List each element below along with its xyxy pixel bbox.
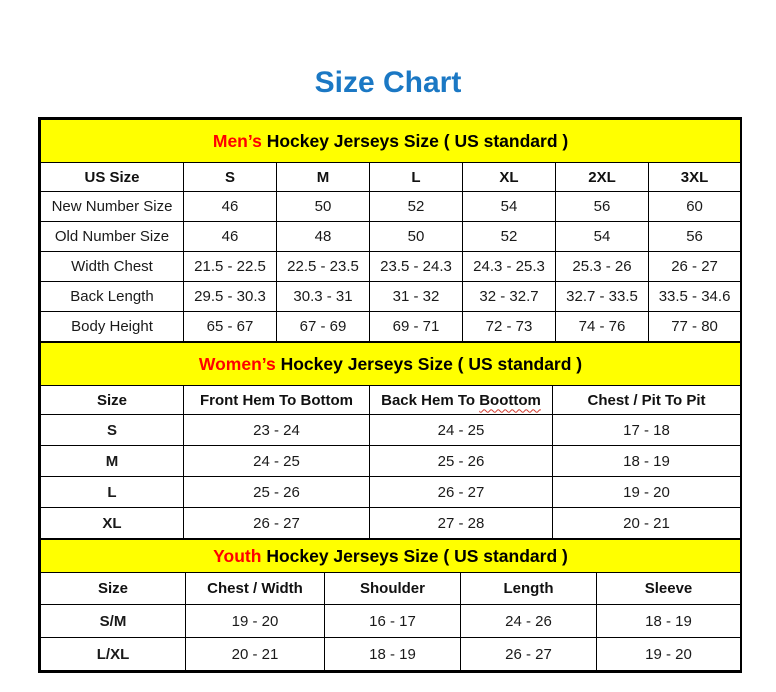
table-cell: 54 [463,192,556,222]
table-cell: 65 - 67 [184,312,277,342]
mens-size-table [40,119,741,342]
size-chart-tables [38,117,742,673]
youth-col-sleeve: Sleeve [597,573,741,605]
table-row [41,508,741,539]
table-cell: 17 - 18 [553,415,741,446]
table-row [41,605,741,638]
table-cell: 52 [370,192,463,222]
mens-header-row [41,163,741,192]
womens-band-row [41,343,741,386]
mens-col-s: S [184,163,277,192]
table-cell: 33.5 - 34.6 [649,282,741,312]
table-cell: 54 [556,222,649,252]
table-cell: 24.3 - 25.3 [463,252,556,282]
womens-size-table [40,342,741,539]
youth-band-row [41,540,741,573]
table-cell: 26 - 27 [370,477,553,508]
table-cell: 46 [184,222,277,252]
youth-band-highlight: Youth [213,545,262,566]
youth-section-header [41,540,741,573]
page-title: Size Chart [314,66,462,99]
womens-col-chest: Chest / Pit To Pit [553,386,741,415]
table-cell: 30.3 - 31 [277,282,370,312]
table-cell: 32.7 - 33.5 [556,282,649,312]
table-cell: 25 - 26 [370,446,553,477]
youth-col-shoulder: Shoulder [325,573,461,605]
womens-col-size: Size [41,386,184,415]
mens-col-m: M [277,163,370,192]
table-cell: 26 - 27 [461,638,597,671]
table-row [41,415,741,446]
table-cell: 27 - 28 [370,508,553,539]
table-row [41,446,741,477]
mens-section-header [41,120,741,163]
row-label: L/XL [41,638,186,671]
youth-col-size: Size [41,573,186,605]
table-cell: 29.5 - 30.3 [184,282,277,312]
table-cell: 67 - 69 [277,312,370,342]
mens-band-row [41,120,741,163]
table-row [41,638,741,671]
womens-header-row [41,386,741,415]
row-label: Old Number Size [41,222,184,252]
row-label: Body Height [41,312,184,342]
table-cell: 22.5 - 23.5 [277,252,370,282]
row-label: S [41,415,184,446]
mens-col-3xl: 3XL [649,163,741,192]
table-cell: 24 - 25 [370,415,553,446]
table-cell: 26 - 27 [649,252,741,282]
table-cell: 23 - 24 [184,415,370,446]
table-cell: 52 [463,222,556,252]
table-cell: 18 - 19 [553,446,741,477]
row-label: New Number Size [41,192,184,222]
table-cell: 23.5 - 24.3 [370,252,463,282]
womens-band-highlight: Women’s [198,353,276,374]
table-row [41,252,741,282]
womens-band-text: Hockey Jerseys Size ( US standard ) [275,353,583,374]
youth-col-length: Length [461,573,597,605]
mens-col-xl: XL [463,163,556,192]
table-cell: 69 - 71 [370,312,463,342]
row-label: XL [41,508,184,539]
table-cell: 18 - 19 [597,605,741,638]
womens-col-front-hem: Front Hem To Bottom [184,386,370,415]
table-cell: 24 - 25 [184,446,370,477]
table-cell: 56 [649,222,741,252]
table-cell: 56 [556,192,649,222]
table-cell: 72 - 73 [463,312,556,342]
table-cell: 60 [649,192,741,222]
row-label: S/M [41,605,186,638]
youth-col-chest-width: Chest / Width [186,573,325,605]
table-cell: 19 - 20 [553,477,741,508]
table-cell: 48 [277,222,370,252]
row-label: M [41,446,184,477]
table-row [41,477,741,508]
youth-band-text: Hockey Jerseys Size ( US standard ) [261,545,568,566]
table-cell: 25 - 26 [184,477,370,508]
table-cell: 46 [184,192,277,222]
table-row [41,192,741,222]
table-cell: 50 [370,222,463,252]
table-cell: 16 - 17 [325,605,461,638]
table-row [41,282,741,312]
back-hem-misspelled-word: Boottom [479,391,541,409]
mens-col-us-size: US Size [41,163,184,192]
mens-col-2xl: 2XL [556,163,649,192]
table-cell: 32 - 32.7 [463,282,556,312]
table-cell: 77 - 80 [649,312,741,342]
mens-col-l: L [370,163,463,192]
back-hem-label: Back Hem To [381,391,476,409]
table-cell: 19 - 20 [597,638,741,671]
youth-header-row [41,573,741,605]
row-label: L [41,477,184,508]
table-row [41,222,741,252]
womens-col-back-hem [370,386,553,415]
table-cell: 50 [277,192,370,222]
table-cell: 21.5 - 22.5 [184,252,277,282]
mens-band-highlight: Men’s [212,130,262,151]
row-label: Back Length [41,282,184,312]
table-cell: 26 - 27 [184,508,370,539]
table-cell: 25.3 - 26 [556,252,649,282]
table-cell: 18 - 19 [325,638,461,671]
mens-band-text: Hockey Jerseys Size ( US standard ) [261,130,569,151]
youth-size-table [40,539,741,671]
table-cell: 20 - 21 [186,638,325,671]
table-cell: 74 - 76 [556,312,649,342]
womens-section-header [41,343,741,386]
table-cell: 20 - 21 [553,508,741,539]
table-cell: 24 - 26 [461,605,597,638]
table-cell: 19 - 20 [186,605,325,638]
table-row [41,312,741,342]
table-cell: 31 - 32 [370,282,463,312]
row-label: Width Chest [41,252,184,282]
